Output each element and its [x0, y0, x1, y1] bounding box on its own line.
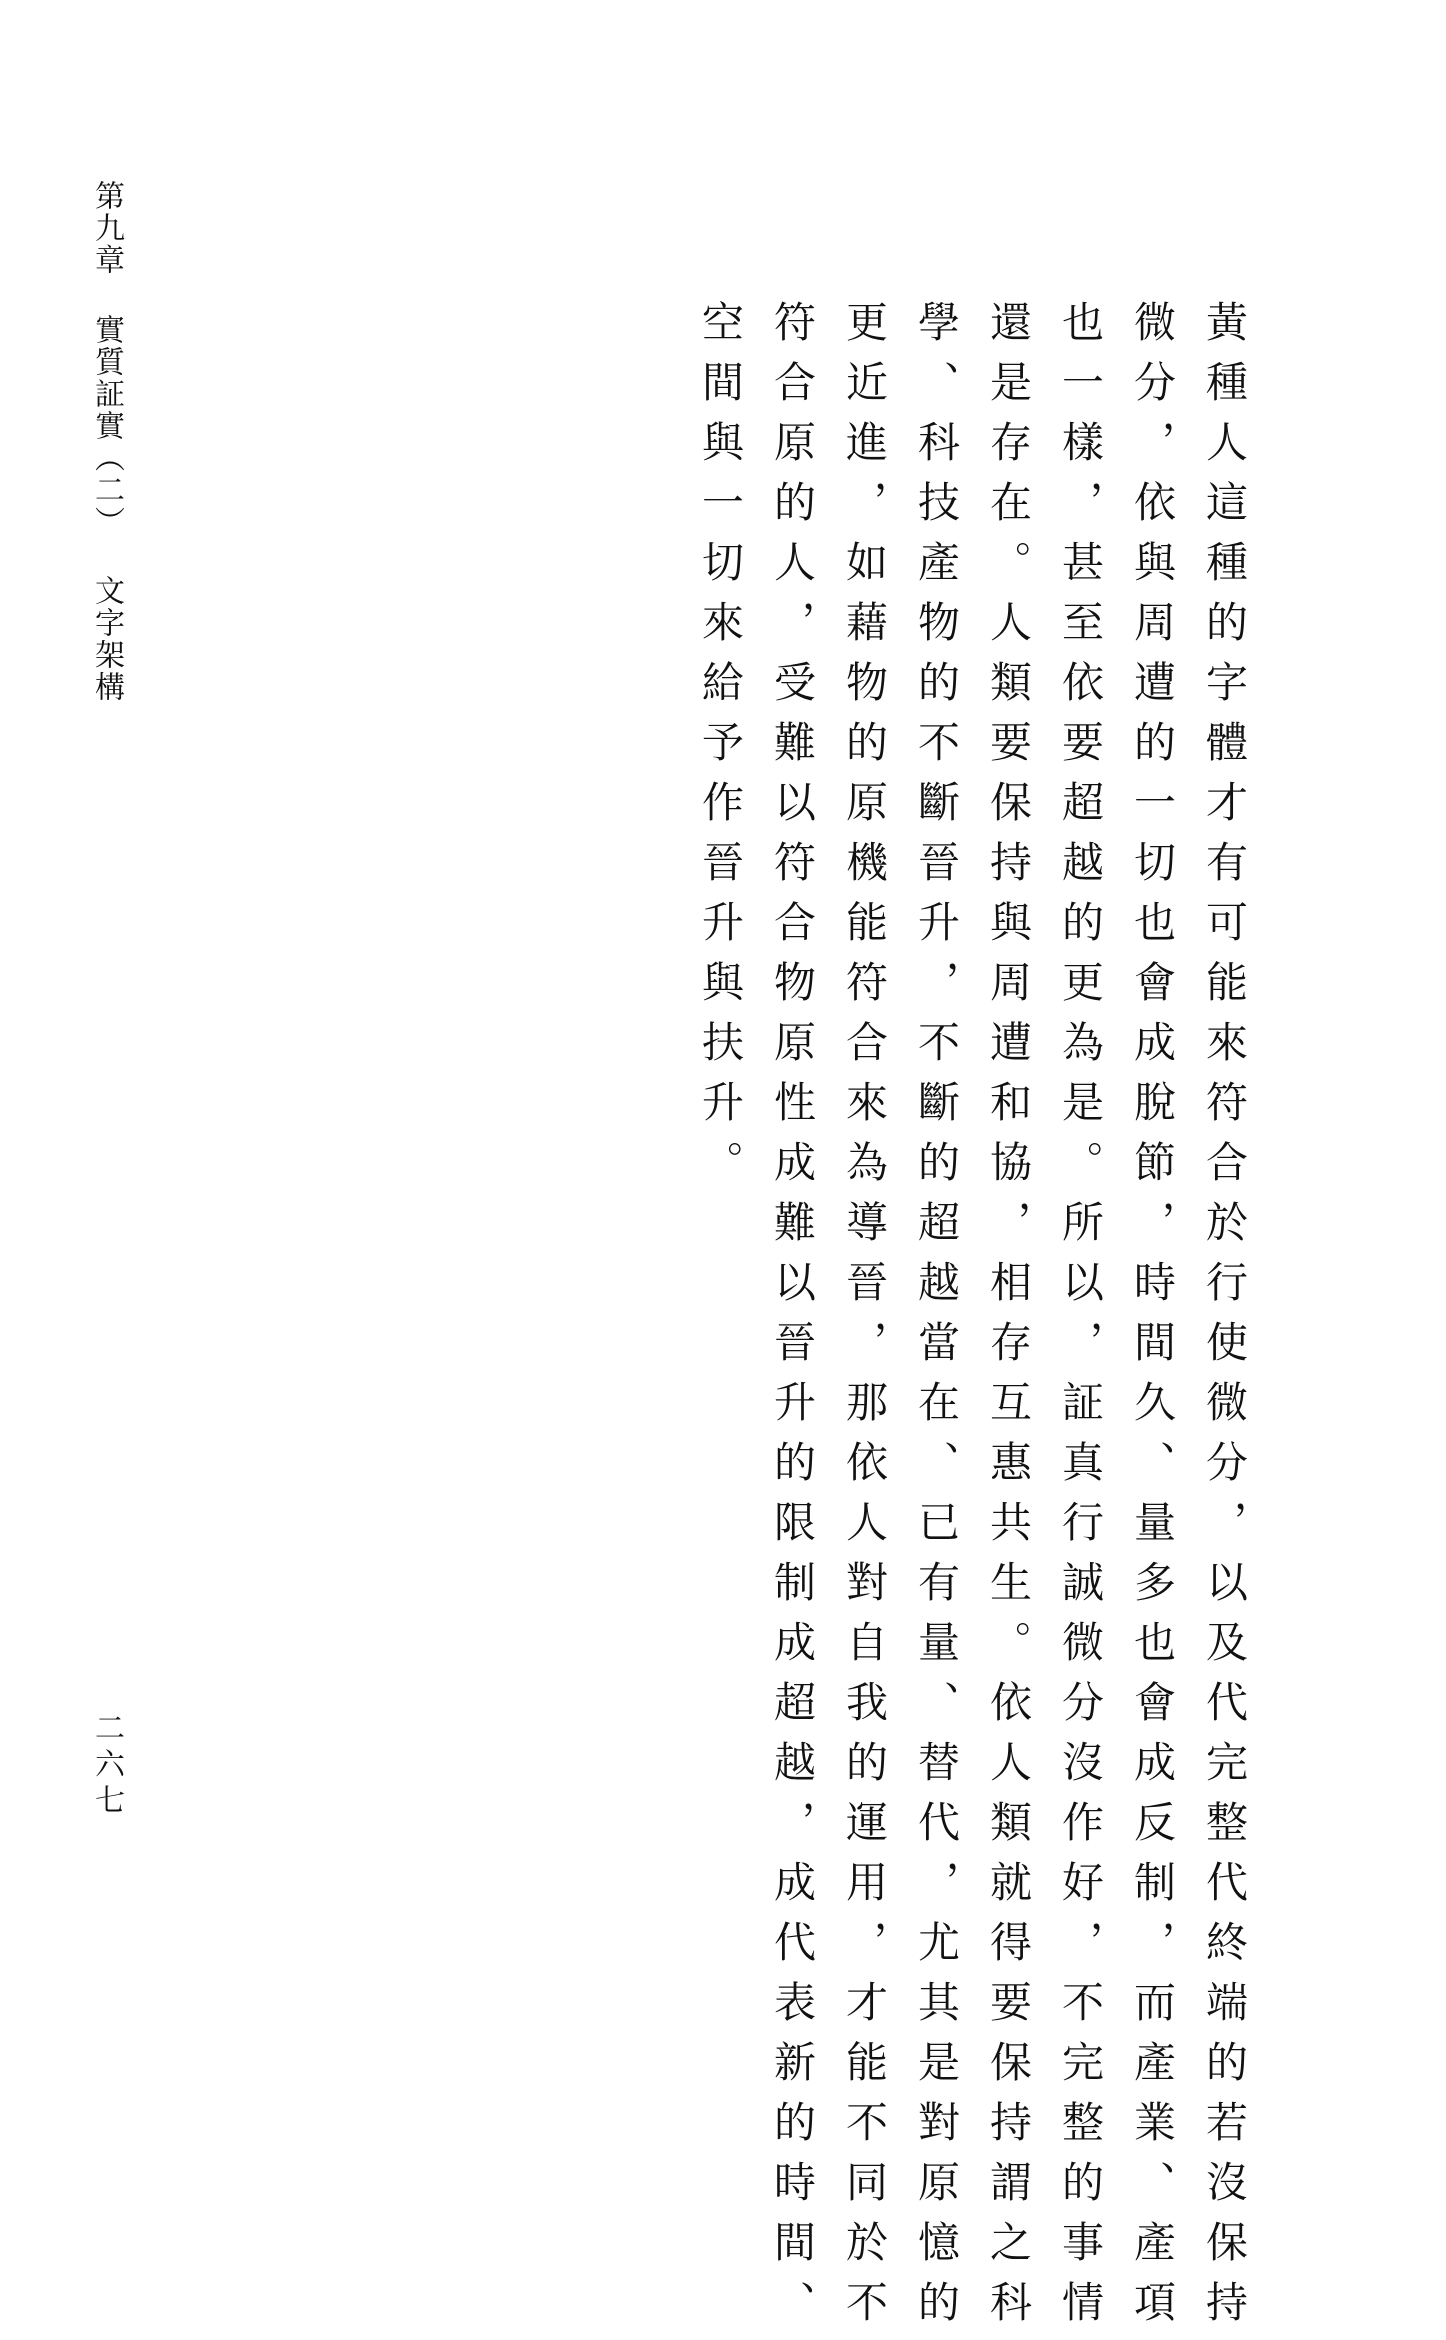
text-column: 學、科技產物的不斷晉升，不斷的超越當在、已有量、替代，尤其是對原憶的 [912, 300, 961, 2340]
text-column: 空間與一切來給予作晉升與扶升。 [696, 300, 745, 1200]
text-column: 黃種人這種的字體才有可能來符合於行使微分，以及代完整代終端的若沒保持 [1200, 300, 1249, 2340]
chapter-label: 第九章 [89, 180, 124, 276]
text-column: 也一樣，甚至依要超越的更為是。所以，証真行誠微分沒作好，不完整的事情 [1056, 300, 1105, 2340]
body-text [696, 300, 1260, 2340]
page-number: 二六七 [89, 1712, 124, 1820]
book-title: 實質証實（二） [89, 313, 124, 538]
text-column: 符合原的人，受難以符合物原性成難以晉升的限制成超越，成代表新的時間、 [768, 300, 817, 2340]
text-column: 還是存在。人類要保持與周遭和協，相存互惠共生。依人類就得要保持謂之科 [984, 300, 1033, 2340]
section-title: 文字架構 [89, 575, 124, 704]
text-column: 微分，依與周遭的一切也會成脫節，時間久、量多也會成反制，而產業、產項 [1128, 300, 1177, 2340]
running-header [88, 180, 124, 703]
text-column: 更近進，如藉物的原機能符合來為導晉，那依人對自我的運用，才能不同於不 [840, 300, 889, 2340]
